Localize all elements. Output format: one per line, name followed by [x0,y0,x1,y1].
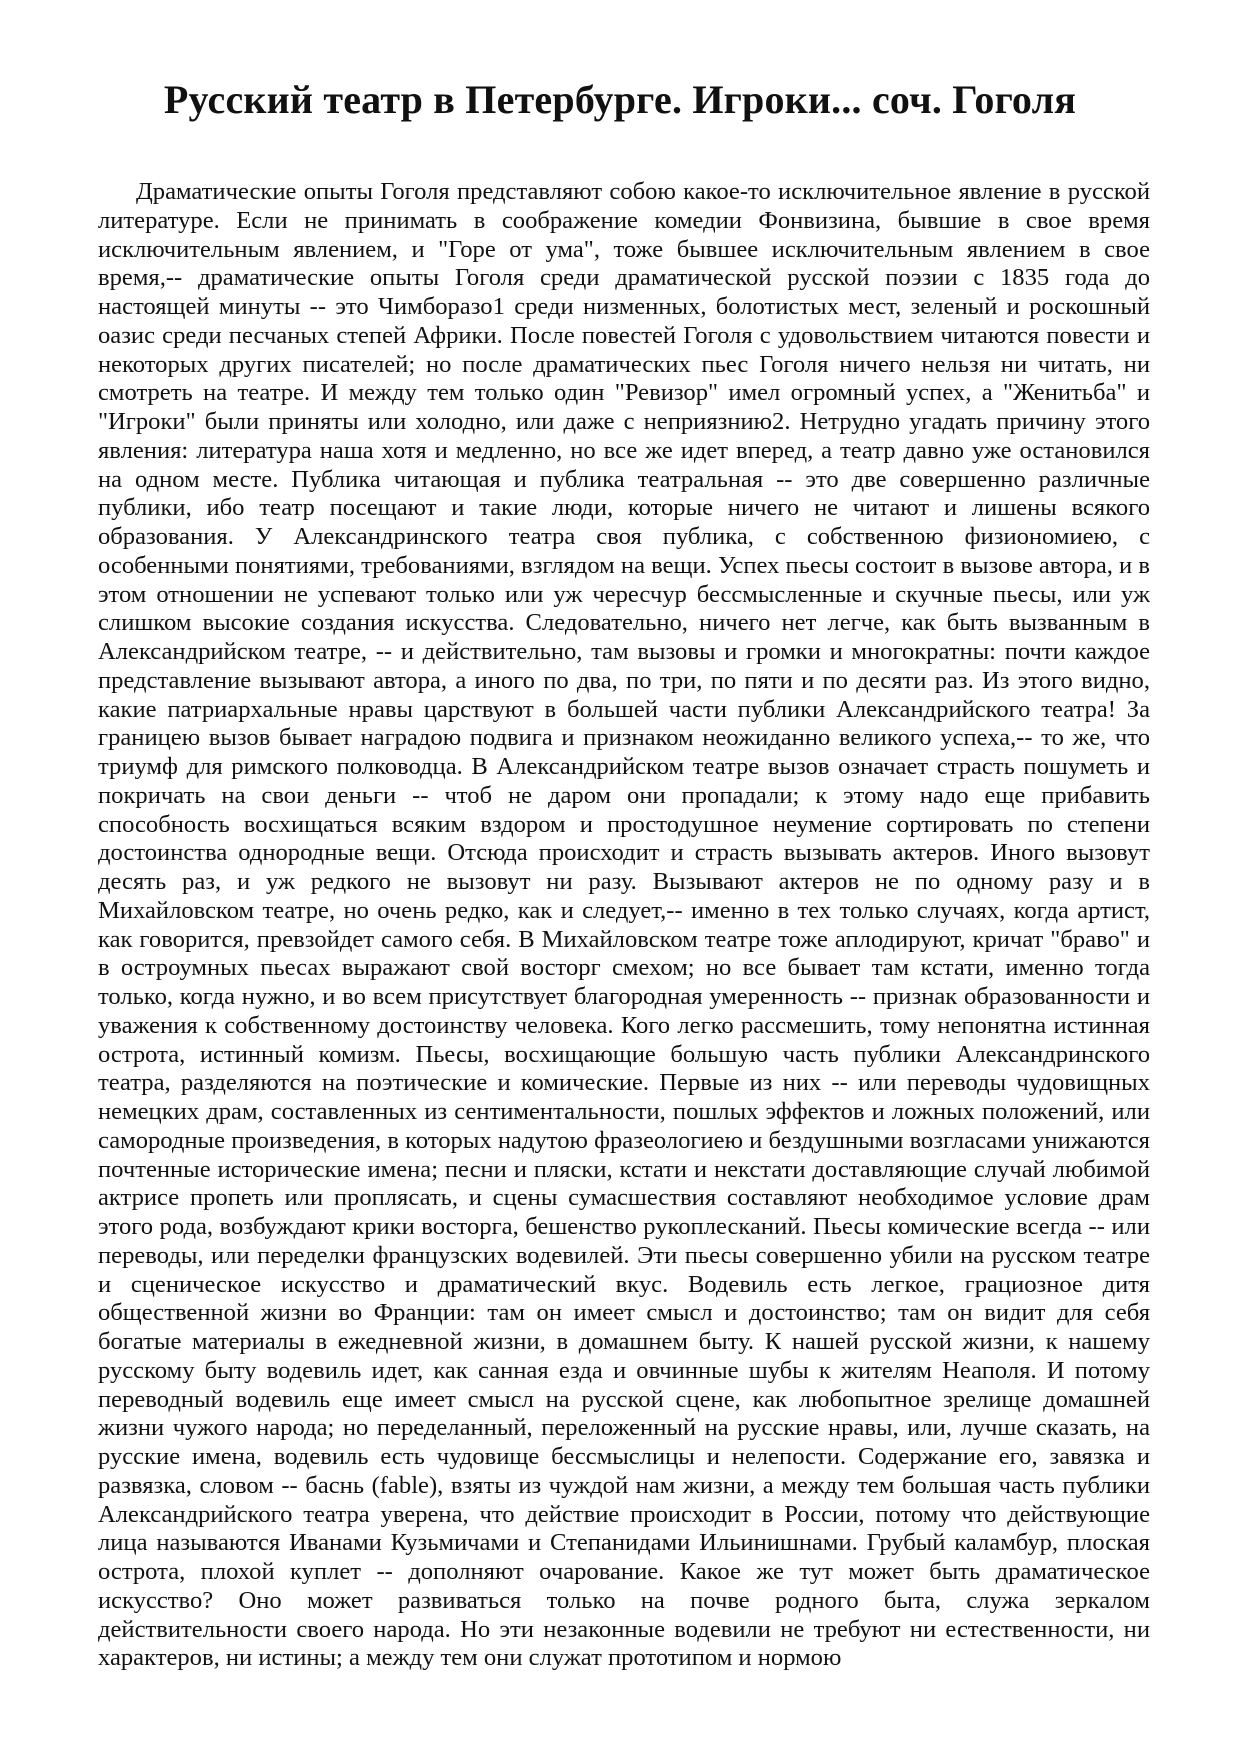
document-title: Русский театр в Петербурге. Игроки... соч. Гоголя [163,77,1077,122]
document-body [98,178,1150,1738]
body-paragraph: Драматические опыты Гоголя представляют собою какое-то исключительное явление в русской литературе. Если не принимать в соображение комедии Фонвизина, бывшие в свое время исключительным явлением, и "Горе от ума", тоже бывшее исключительным явлением в свое время,-- драматические опыты Гоголя среди драматической русской поэзии с 1835 года до настоящей минуты -- это Чимборазо1 среди низменных, болотистых мест, зеленый и роскошный оазис среди песчаных степей Африки. После повестей Гоголя с удовольствием читаются повести и некоторых других писателей; но после драматических пьес Гоголя ничего нельзя ни читать, ни смотреть на театре. И между тем только один "Ревизор" имел огромный успех, а "Женитьба" и "Игроки" были приняты или холодно, или даже с неприязнию2. Нетрудно угадать причину этого явления: литература наша хотя и медленно, но все же идет вперед, а театр давно уже остановился на одном месте. Публика читающая и публика театральная -- это две совершенно различные публики, ибо театр посещают и такие люди, которые ничего не читают и лишены всякого образования. У Александринского театра своя публика, с собственною физиономиею, с особенными понятиями, требованиями, взглядом на вещи. Успех пьесы состоит в вызове автора, и в этом отношении не успевают только или уж чересчур бессмысленные и скучные пьесы, или уж слишком высокие создания искусства. Следовательно, ничего нет легче, как быть вызванным в Александрийском театре, -- и действительно, там вызовы и громки и многократны: почти каждое представление вызывают автора, а иного по два, по три, по пяти и по десяти раз. Из этого видно, какие патриархальные нравы царствуют в большей части публики Александрийского театра! За границею вызов бывает наградою подвига и признаком неожиданно великого успеха,-- то же, что триумф для римского полководца. В Александрийском театре вызов означает страсть пошуметь и покричать на свои деньги -- чтоб не даром они пропадали; к этому надо еще прибавить способность восхищаться всяким вздором и простодушное неумение сортировать по степени достоинства однородные вещи. Отсюда происходит и страсть вызывать актеров. Иного вызовут десять раз, и уж редкого не вызовут ни разу. Вызывают актеров не по одному разу и в Михайловском театре, но очень редко, как и следует,-- именно в тех только случаях, когда артист, как говорится, превзойдет самого себя. В Михайловском театре тоже аплодируют, кричат "браво" и в остроумных пьесах выражают свой восторг смехом; но все бывает там кстати, именно тогда только, когда нужно, и во всем присутствует благородная умеренность -- признак образованности и уважения к собственному достоинству человека. Кого легко рассмешить, тому непонятна истинная острота, истинный комизм. Пьесы, восхищающие большую часть публики Александринского театра, разделяются на поэтические и комические. Первые из них -- или переводы чудовищных немецких драм, составленных из сентиментальности, пошлых эффектов и ложных положений, или самородные произведения, в которых надутою фразеологиею и бездушными возгласами унижаются почтенные исторические имена; песни и пляски, кстати и некстати доставляющие случай любимой актрисе пропеть или проплясать, и сцены сумасшествия составляют необходимое условие драм этого рода, возбуждают крики восторга, бешенство рукоплесканий. Пьесы комические всегда -- или переводы, или переделки французских водевилей. Эти пьесы совершенно убили на русском театре и сценическое искусство и драматический вкус. Водевиль есть легкое, грациозное дитя общественной жизни во Франции: там он имеет смысл и достоинство; там он видит для себя богатые материалы в ежедневной жизни, в домашнем быту. К нашей русской жизни, к нашему русскому быту водевиль идет, как санная езда и овчинные шубы к жителям Неаполя. И потому переводный водевиль еще имеет смысл на русской сцене, как любопытное зрелище домашней жизни чужого народа; но переделанный, переложенный на русские нравы, или, лучше сказать, на русские имена, водевиль есть чудовище бессмыслицы и нелепости. Содержание его, завязка и развязка, словом -- баснь (fable), взяты из чуждой нам жизни, а между тем большая часть публики Александрийского театра уверена, что действие происходит в России, потому что действующие лица называются Иванами Кузьмичами и Степанидами Ильинишнами. Грубый каламбур, плоская острота, плохой куплет -- дополняют очарование. Какое же тут может быть драматическое искусство? Оно может развиваться только на почве родного быта, служа зеркалом действительности своего народа. Но эти незаконные водевили не требуют ни естественности, ни характеров, ни истины; а между тем они служат прототипом и нормою [98,178,1150,1672]
